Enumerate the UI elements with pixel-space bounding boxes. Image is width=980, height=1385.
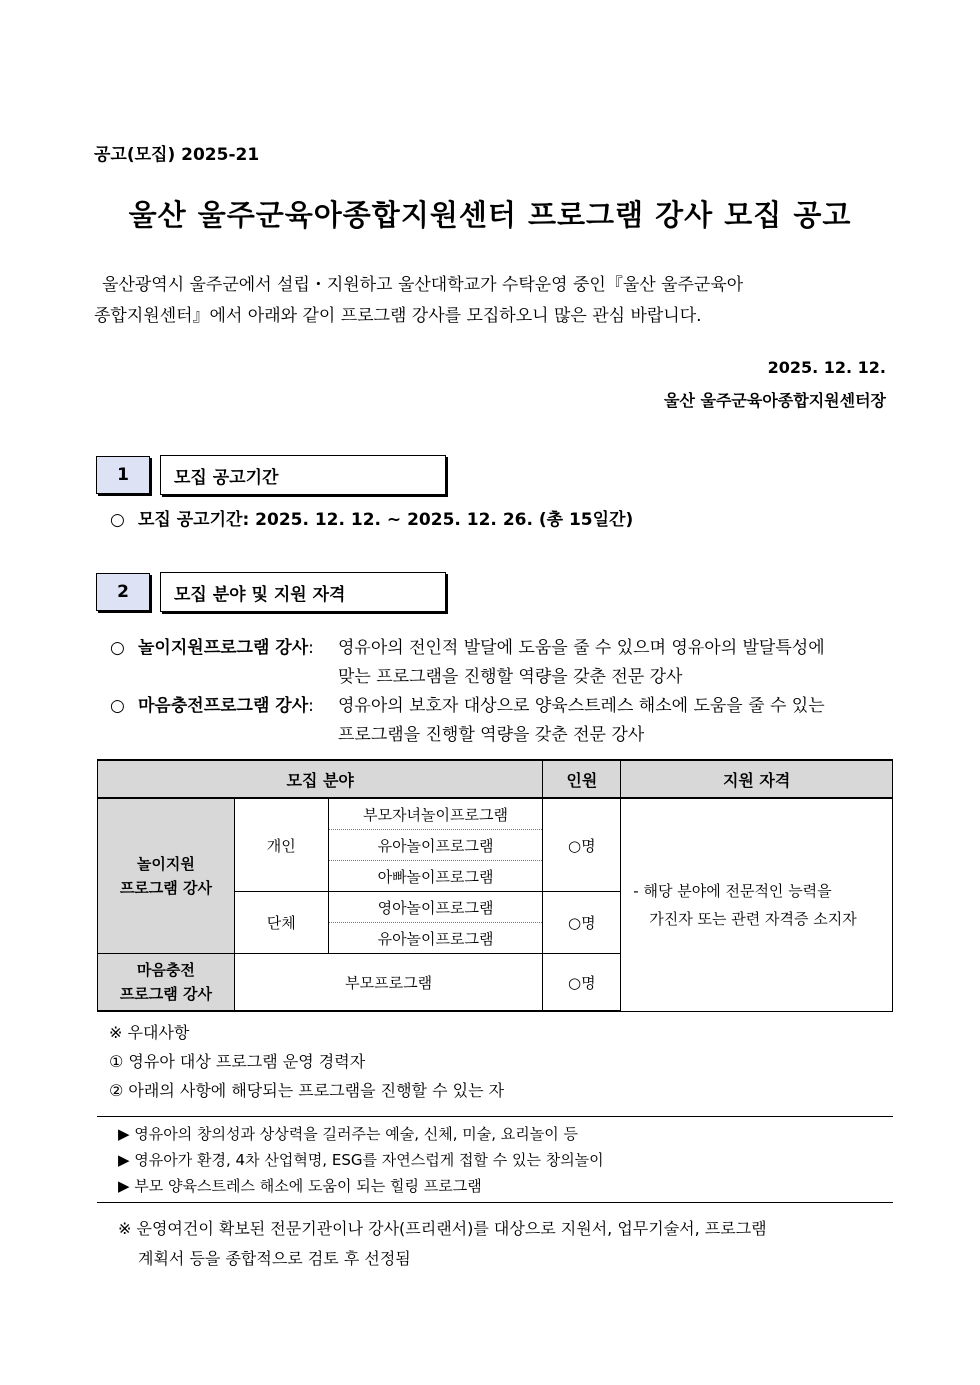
- field-desc-line-1: 영유아의 전인적 발달에 도움을 줄 수 있으며 영유아의 발달특성에: [338, 638, 825, 658]
- mind-area-cell: [98, 954, 235, 1012]
- preference-item-2: ② 아래의 사항에 해당되는 프로그램을 진행할 수 있는 자: [109, 1081, 505, 1100]
- section-1-number: 1: [96, 456, 150, 494]
- header-field: 모집 분야: [98, 760, 543, 798]
- signer: 울산 울주군육아종합지원센터장: [664, 391, 886, 410]
- final-note: [118, 1214, 886, 1274]
- divider: [97, 1116, 893, 1117]
- program-cell: 영아놀이프로그램: [328, 892, 543, 923]
- field-desc-line-2: 맞는 프로그램을 진행할 역량을 갖춘 전문 강사: [338, 667, 683, 687]
- program-cell: 아빠놀이프로그램: [328, 861, 543, 892]
- intro-line-1: 울산광역시 울주군에서 설립・지원하고 울산대학교가 수탁운영 중인『울산 울주군육아: [102, 275, 744, 295]
- program-cell: 부모자녀놀이프로그램: [328, 798, 543, 830]
- qualification-line-2: 가진자 또는 관련 자격증 소지자: [649, 909, 857, 928]
- period-text: 모집 공고기간: 2025. 12. 12. ~ 2025. 12. 26. (총 15일간): [138, 510, 634, 530]
- play-area-cell: [98, 798, 235, 954]
- final-note-line-2: 계획서 등을 종합적으로 검토 후 선정됨: [138, 1249, 411, 1268]
- notice-date: 2025. 12. 12.: [767, 358, 886, 377]
- table-header-row: [98, 760, 893, 798]
- header-count: 인원: [543, 760, 621, 798]
- field-label: 놀이지원프로그램 강사: [138, 638, 309, 658]
- field-label: 마음충전프로그램 강사: [138, 696, 309, 716]
- preference-item-1: ① 영유아 대상 프로그램 운영 경력자: [109, 1052, 366, 1071]
- notice-number: 공고(모집) 2025-21: [94, 145, 260, 165]
- final-note-line-1: ※ 운영여건이 확보된 전문기관이나 강사(프리랜서)를 대상으로 지원서, 업무기술서, 프로그램: [118, 1219, 767, 1238]
- preference-heading: ※ 우대사항: [109, 1023, 190, 1042]
- bullet-circle: ○: [110, 510, 125, 530]
- preference-sub-item: ▶ 부모 양육스트레스 해소에 도움이 되는 힐링 프로그램: [118, 1177, 482, 1195]
- section-2-number: 2: [96, 573, 150, 611]
- intro-line-2: 종합지원센터』에서 아래와 같이 프로그램 강사를 모집하오니 많은 관심 바랍니다.: [94, 306, 702, 326]
- section-1-period: [110, 505, 633, 535]
- area-line-1: 마음충전: [136, 961, 195, 979]
- qualification-cell: [621, 798, 893, 1011]
- bullet-circle: ○: [110, 696, 125, 716]
- area-line-2: 프로그램 강사: [119, 985, 212, 1003]
- group-cell: 단체: [234, 892, 328, 954]
- section-2-title: 모집 분야 및 지원 자격: [160, 572, 446, 612]
- divider: [97, 1202, 893, 1203]
- count-cell: ○명: [543, 798, 621, 892]
- preference-sub-item: ▶ 영유아가 환경, 4차 산업혁명, ESG를 자연스럽게 접할 수 있는 창의놀이: [118, 1151, 604, 1169]
- page-title: 울산 울주군육아종합지원센터 프로그램 강사 모집 공고: [128, 198, 852, 232]
- area-line-2: 프로그램 강사: [119, 879, 212, 897]
- qualification-line-1: - 해당 분야에 전문적인 능력을: [633, 881, 832, 900]
- area-line-1: 놀이지원: [136, 855, 195, 873]
- bullet-circle: ○: [110, 638, 125, 658]
- colon: :: [308, 696, 314, 716]
- preference-sub-item: ▶ 영유아의 창의성과 상상력을 길러주는 예술, 신체, 미술, 요리놀이 등: [118, 1125, 578, 1143]
- mind-program-cell: 부모프로그램: [234, 954, 543, 1012]
- intro-paragraph: [94, 270, 886, 332]
- individual-cell: 개인: [234, 798, 328, 892]
- recruitment-table: [97, 759, 893, 1012]
- header-qualification: 지원 자격: [621, 760, 893, 798]
- field-desc-line-2: 프로그램을 진행할 역량을 갖춘 전문 강사: [338, 725, 645, 745]
- field-desc-line-1: 영유아의 보호자 대상으로 양육스트레스 해소에 도움을 줄 수 있는: [338, 696, 825, 716]
- colon: :: [308, 638, 314, 658]
- section-1-title: 모집 공고기간: [160, 455, 446, 495]
- table-row: [98, 798, 893, 830]
- program-cell: 유아놀이프로그램: [328, 830, 543, 861]
- program-cell: 유아놀이프로그램: [328, 923, 543, 954]
- count-cell: ○명: [543, 892, 621, 954]
- count-cell: ○명: [543, 954, 621, 1012]
